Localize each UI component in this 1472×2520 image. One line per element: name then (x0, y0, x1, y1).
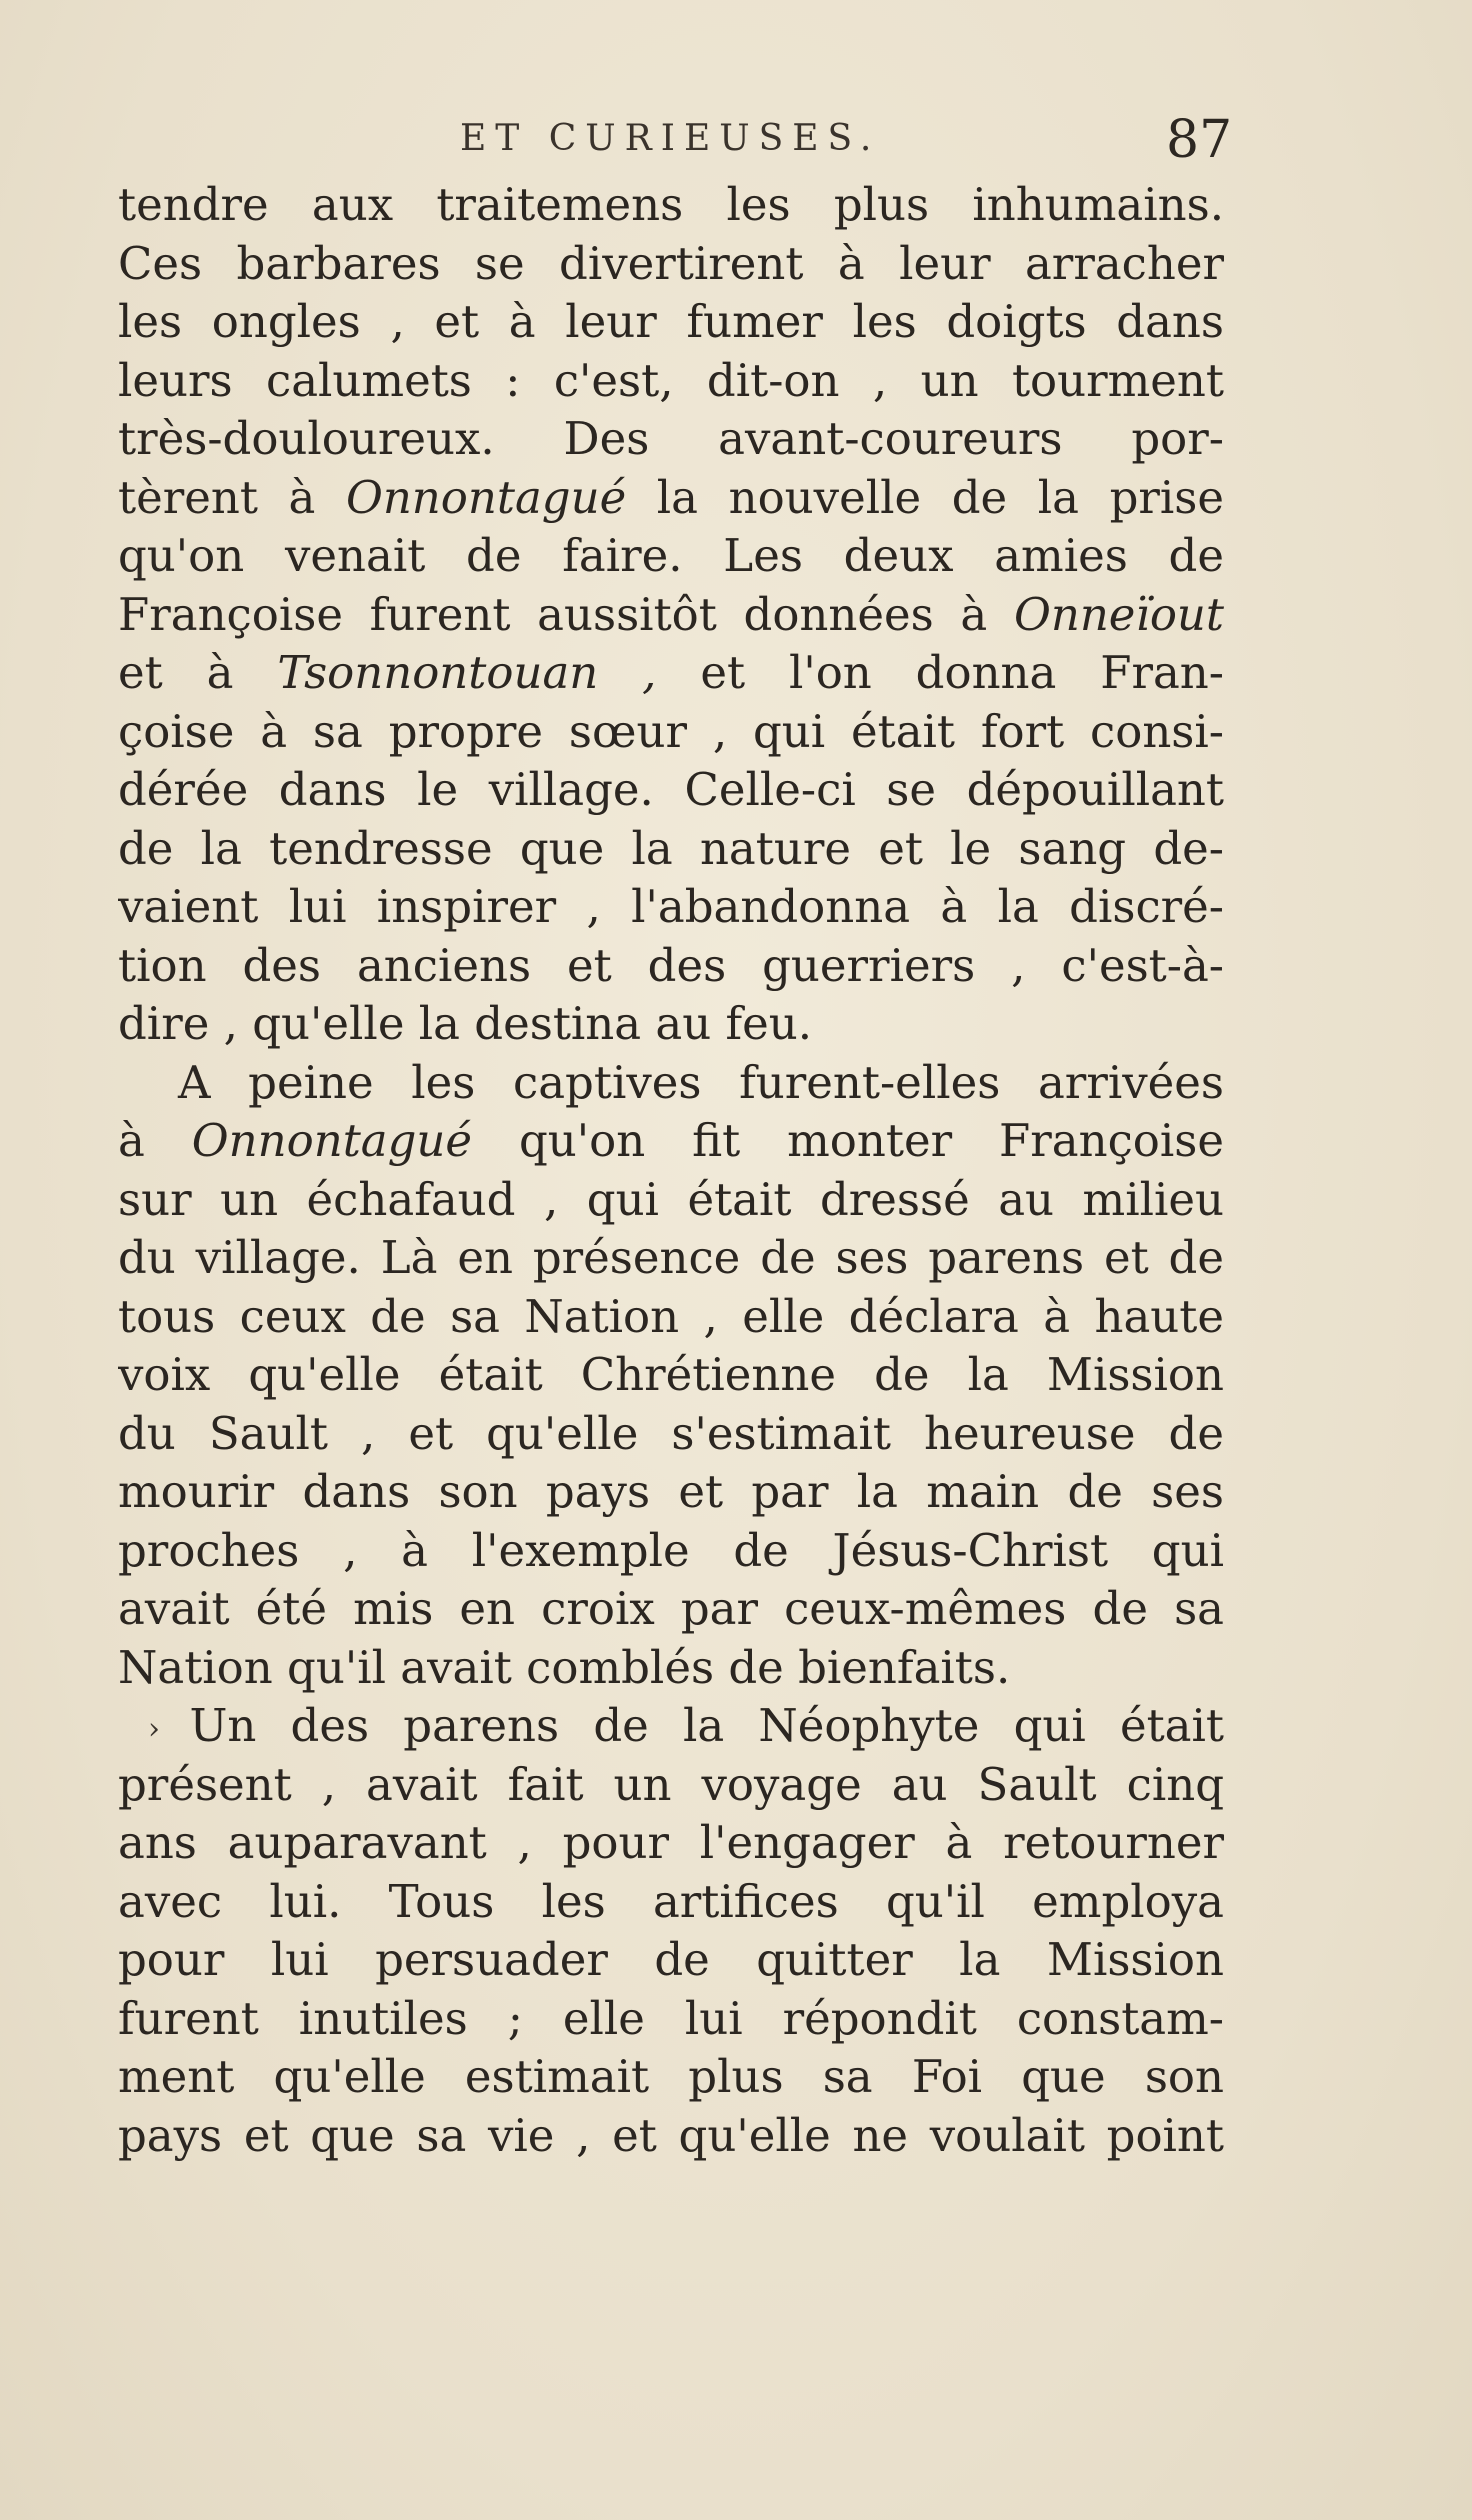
text-segment: tous ceux de sa Nation , elle déclara à haute (118, 1289, 1224, 1343)
text-line (118, 1639, 1224, 1698)
paragraph-mark: › (148, 1711, 190, 1747)
text-segment: vaient lui inspirer , l'abandonna à la discré- (118, 880, 1224, 933)
text-line (118, 352, 1224, 411)
text-segment: tendre aux traitemens les plus inhumains. (118, 178, 1224, 231)
text-line (118, 176, 1224, 235)
text-line (118, 1873, 1224, 1932)
text-line (118, 1405, 1224, 1464)
text-line (118, 1931, 1224, 1990)
text-line (118, 1171, 1224, 1230)
text-line (118, 1112, 1224, 1171)
text-line (118, 2048, 1224, 2107)
text-segment: ment qu'elle estimait plus sa Foi que son (118, 2050, 1224, 2103)
text-segment: dérée dans le village. Celle-ci se dépouillant (118, 763, 1224, 816)
italic-place-name: Onnontagué (191, 1114, 473, 1167)
body-text (118, 176, 1224, 2165)
text-line (118, 293, 1224, 352)
text-segment: leurs calumets : c'est, dit-on , un tourment (118, 353, 1224, 407)
text-segment: Françoise furent aussitôt données à (118, 587, 1014, 641)
text-segment: de la tendresse que la nature et le sang de- (118, 821, 1224, 875)
text-line (118, 1814, 1224, 1873)
text-segment: Un des parens de la Néophyte qui était (189, 1699, 1224, 1752)
text-line (118, 1990, 1224, 2049)
text-line (118, 527, 1224, 586)
text-segment: à (118, 1114, 192, 1167)
text-segment: avec lui. Tous les artifices qu'il employa (118, 1874, 1224, 1928)
text-line (118, 2107, 1224, 2166)
text-line (118, 1463, 1224, 1522)
text-segment: ans auparavant , pour l'engager à retourner (118, 1816, 1224, 1869)
text-line (118, 644, 1224, 703)
running-head: ET CURIEUSES. (460, 118, 881, 159)
text-segment: sur un échafaud , qui était dressé au milieu (118, 1172, 1224, 1226)
text-line (118, 235, 1224, 294)
text-line (118, 1346, 1224, 1405)
text-segment: qu'on fit monter Françoise (472, 1114, 1224, 1167)
text-line (118, 1288, 1224, 1347)
text-segment: Ces barbares se divertirent à leur arracher (118, 236, 1224, 290)
text-line (118, 469, 1224, 528)
text-segment: du village. Là en présence de ses parens et de (118, 1231, 1224, 1284)
text-segment: voix qu'elle était Chrétienne de la Mission (118, 1348, 1224, 1401)
text-line (118, 703, 1224, 762)
text-segment: très-douloureux. Des avant-coureurs por- (118, 412, 1224, 465)
text-line (118, 1580, 1224, 1639)
text-line (118, 761, 1224, 820)
text-line (118, 1054, 1224, 1113)
page-number: 87 (1166, 110, 1233, 170)
text-segment: furent inutiles ; elle lui répondit constam- (118, 1991, 1224, 2045)
text-segment: çoise à sa propre sœur , qui était fort consi- (118, 704, 1224, 758)
text-line (118, 586, 1224, 645)
text-segment: A peine les captives furent-elles arrivées (178, 1055, 1224, 1109)
text-segment: tèrent à (118, 470, 346, 524)
text-segment: mourir dans son pays et par la main de ses (118, 1465, 1224, 1518)
text-segment: et l'on donna Fran- (656, 646, 1224, 699)
text-line (118, 820, 1224, 879)
page-header (0, 110, 1472, 180)
text-segment: qu'on venait de faire. Les deux amies de (118, 529, 1224, 582)
text-segment: tion des anciens et des guerriers , c'est-à- (118, 938, 1224, 992)
text-line (118, 878, 1224, 937)
text-segment: pour lui persuader de quitter la Mission (118, 1933, 1224, 1986)
text-line (118, 1697, 1224, 1756)
text-segment: la nouvelle de la prise (626, 470, 1224, 524)
italic-place-name: Onnontagué (345, 470, 627, 524)
text-segment: proches , à l'exemple de Jésus-Christ qui (118, 1523, 1224, 1577)
text-line (118, 937, 1224, 996)
text-line (118, 410, 1224, 469)
text-segment: avait été mis en croix par ceux-mêmes de sa (118, 1582, 1224, 1635)
text-line (118, 1756, 1224, 1815)
text-segment: Nation qu'il avait comblés de bienfaits. (118, 1640, 1011, 1694)
text-line (118, 995, 1224, 1054)
text-segment: pays et que sa vie , et qu'elle ne voulait point (118, 2108, 1224, 2162)
text-segment: et à (118, 646, 278, 699)
italic-place-name: Tsonnontouan , (277, 646, 657, 699)
text-segment: du Sault , et qu'elle s'estimait heureuse de (118, 1406, 1224, 1460)
text-segment: dire , qu'elle la destina au feu. (118, 997, 813, 1050)
text-line (118, 1522, 1224, 1581)
italic-place-name: Onneïout (1013, 587, 1224, 641)
text-segment: les ongles , et à leur fumer les doigts dans (118, 295, 1224, 348)
text-segment: présent , avait fait un voyage au Sault cinq (118, 1757, 1224, 1811)
text-line (118, 1229, 1224, 1288)
